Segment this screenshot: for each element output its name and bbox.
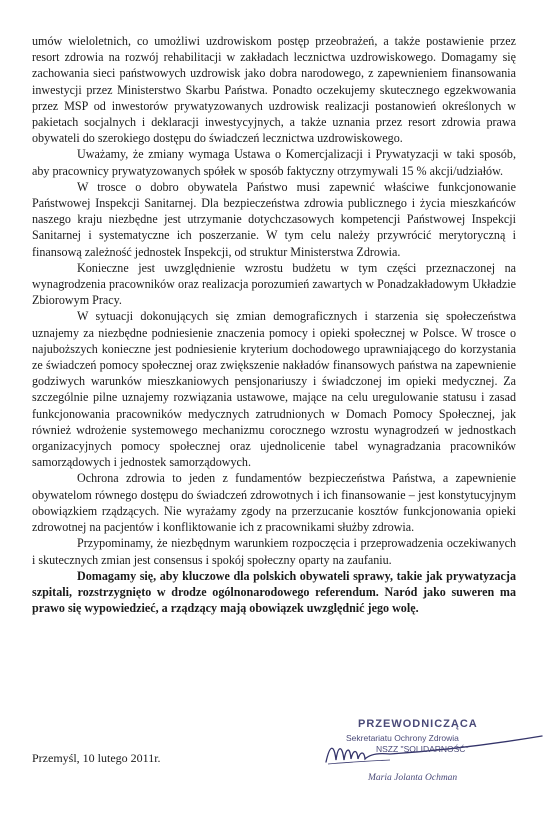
signature-title: PRZEWODNICZĄCA [358, 718, 478, 730]
paragraph-6: Ochrona zdrowia to jeden z fundamentów bezpieczeństwa Państwa, a zapewnienie obywatelom równego dostępu do świadczeń zdrowotnych i ich finansowanie – jest konstytucyjnym obowiązkiem rządzących. Nie wyrażamy zgody na przerzucanie kosztów funkcjonowania opieki zdrowotnej na pacjentów i konfliktowanie ich z pracownikami służby zdrowia. [32, 471, 516, 535]
closing-demand: Domagamy się, aby kluczowe dla polskich obywateli sprawy, takie jak prywatyzacja szpitali, rozstrzygnięto w drodze ogólnonarodowego referendum. Naród jako suweren ma prawo się wypowiedzieć, a rządzący mają obowiązek uwzględnić jego wolę. [32, 568, 516, 616]
signatory-name: Maria Jolanta Ochman [368, 773, 458, 783]
paragraph-3: W trosce o dobro obywatela Państwo musi zapewnić właściwe funkcjonowanie Państwowej Inspekcji Sanitarnej. Dla bezpieczeństwa zdrowia publicznego i życia mieszkańców naszego kraju niezbędne jest utrzymanie dotychczasowych kompetencji Państwowej Inspekcji Sanitarnej i systematyczne ich poszerzanie. W tym celu należy przywrócić merytoryczną i finansową zależność jednostek Inspekcji, od struktur Ministerstwa Zdrowia. [32, 179, 516, 259]
paragraph-5: W sytuacji dokonujących się zmian demograficznych i starzenia się społeczeństwa uznajemy za niezbędne podniesienie znaczenia pomocy i opieki społecznej w Polsce. W trosce o najuboższych konieczne jest podniesienie kryterium dochodowego uprawniającego do korzystania ze świadczeń pomocy społecznej oraz zwiększenie nakładów finansowych państwa na zapewnienie godziwych warunków mieszkaniowych pensjonariuszy i świadczonej im opieki medycznej. Za szczególnie pilne uznajemy rozwiązania ustawowe, mające na celu uregulowanie statusu i zasad funkcjonowania pracowników medycznych zatrudnionych w Domach Pomocy Społecznej, jak również wdrożenie systemowego mechanizmu corocznego wzrostu wynagrodzeń w jednostkach organizacyjnych pomocy społecznej oraz ujednolicenie tabel wynagradzania pracowników samorządowych i jednostek samorządowych. [32, 309, 516, 470]
place-and-date: Przemyśl, 10 lutego 2011r. [32, 751, 161, 765]
letter-body [32, 33, 516, 616]
paragraph-2: Uważamy, że zmiany wymaga Ustawa o Komercjalizacji i Prywatyzacji w taki sposób, aby pracownicy prywatyzowanych spółek w sposób faktyczny otrzymywali 15 % akcji/udziałów. [32, 147, 516, 178]
signature-department: Sekretariatu Ochrony Zdrowia [346, 733, 459, 743]
paragraph-4: Konieczne jest uwzględnienie wzrostu budżetu w tym części przeznaczonej na wynagrodzenia pracowników oraz realizacja porozumień zawartych w Ponadzakładowym Układzie Zbiorowym Pracy. [32, 260, 516, 308]
paragraph-7: Przypominamy, że niezbędnym warunkiem rozpoczęcia i przeprowadzenia oczekiwanych i skutecznych zmian jest consensus i spokój społeczny oparty na zaufaniu. [32, 536, 516, 567]
signature-stamp [320, 718, 545, 788]
signature-union: NSZZ "SOLIDARNOŚĆ" [376, 744, 469, 754]
paragraph-1: umów wieloletnich, co umożliwi uzdrowiskom postęp przeobrażeń, a także postawienie przez resort zdrowia na rozwój rehabilitacji w zakładach lecznictwa uzdrowiskowego. Domagamy się zachowania sieci państwowych uzdrowisk jako dobra narodowego, z zapewnieniem finansowania inwestycji przez Ministerstwo Skarbu Państwa. Ponadto oczekujemy skutecznego egzekwowania przez MSP od inwestorów prywatyzowanych uzdrowisk realizacji postanowień określonych w pakietach socjalnych i deklaracji inwestycyjnych, a także uznania przez resort zdrowia prawa obywateli do szerokiego dostępu do świadczeń lecznictwa uzdrowiskowego. [32, 34, 516, 146]
